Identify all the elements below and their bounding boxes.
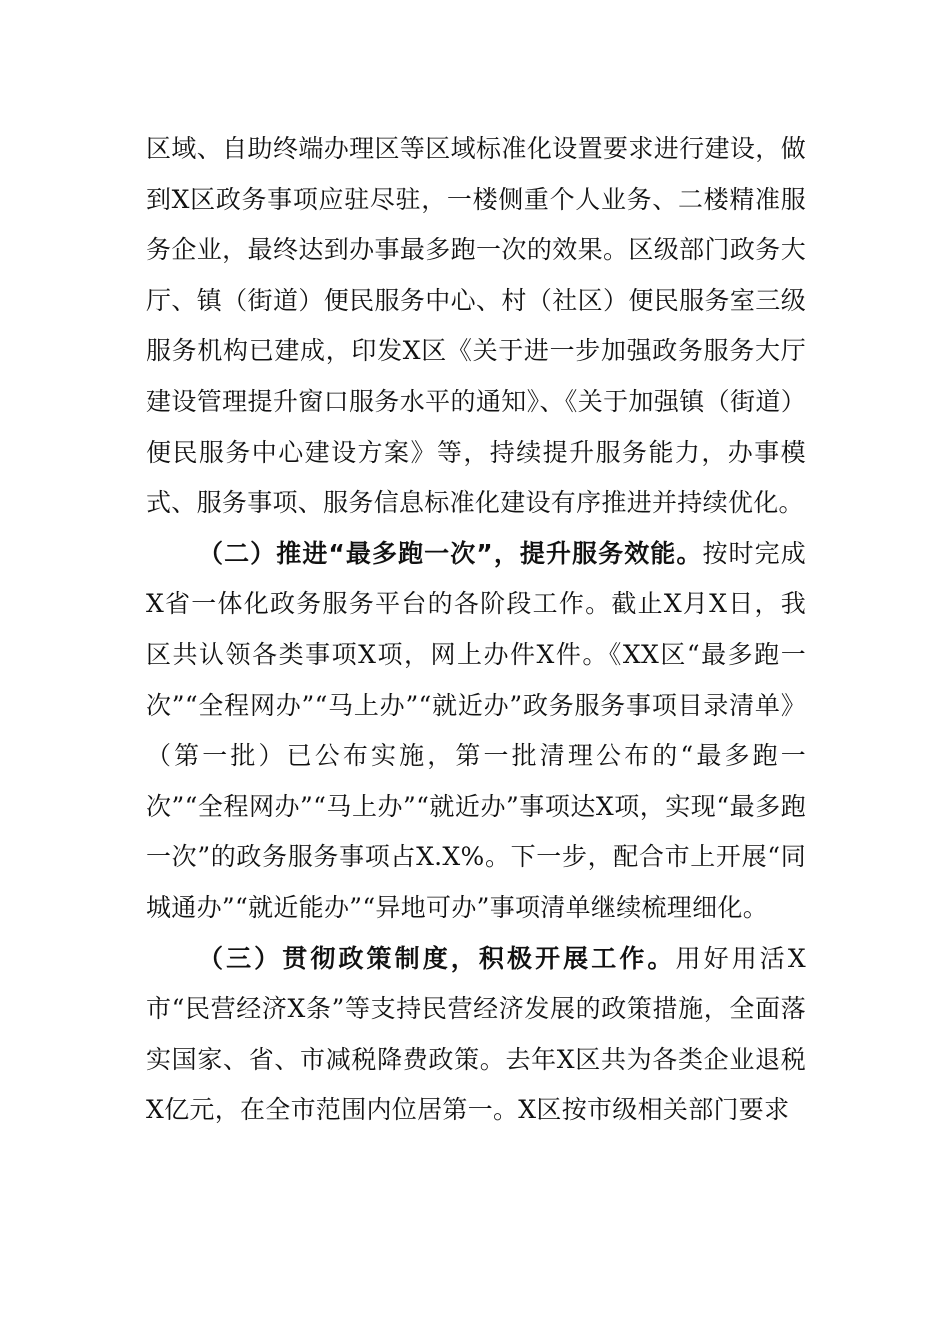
paragraph-body: 区域、自助终端办理区等区域标准化设置要求进行建设，做到X区政务事项应驻尽驻，一楼侧重个人业务、二楼精准服务企业，最终达到办事最多跑一次的效果。区级部门政务大厅、镇（街道）便民服务中心、村（社区）便民服务室三级服务机构已建成，印发X区《关于进一步加强政务服务大厅建设管理提升窗口服务水平的通知》、《关于加强镇（街道）便民服务中心建设方案》等，持续提升服务能力，办事模式、服务事项、服务信息标准化建设有序推进并持续优化。 xyxy=(146,134,806,518)
paragraph-service-hall xyxy=(146,124,806,529)
paragraph-policy xyxy=(146,934,806,1136)
section-heading-three: （三）贯彻政策制度，积极开展工作。 xyxy=(198,943,676,973)
paragraph-body: 用好用活X市“民营经济X条”等支持民营经济发展的政策措施，全面落实国家、省、市减税降费政策。去年X区共为各类企业退税X亿元，在全市范围内位居第一。X区按市级相关部门要求 xyxy=(146,943,806,1125)
paragraph-body: 按时完成X省一体化政务服务平台的各阶段工作。截止X月X日，我区共认领各类事项X项，网上办件X件。《XX区“最多跑一次”“全程网办”“马上办”“就近办”政务服务事项目录清单》（第一批）已公布实施，第一批清理公布的“最多跑一次”“全程网办”“马上办”“就近办”事项达X项，实现“最多跑一次”的政务服务事项占X.X%。下一步，配合市上开展“同城通办”“就近能办”“异地可办”事项清单继续梳理细化。 xyxy=(146,538,806,922)
document-body xyxy=(146,124,806,1136)
paragraph-one-visit xyxy=(146,529,806,934)
section-heading-two: （二）推进“最多跑一次”，提升服务效能。 xyxy=(198,538,703,568)
